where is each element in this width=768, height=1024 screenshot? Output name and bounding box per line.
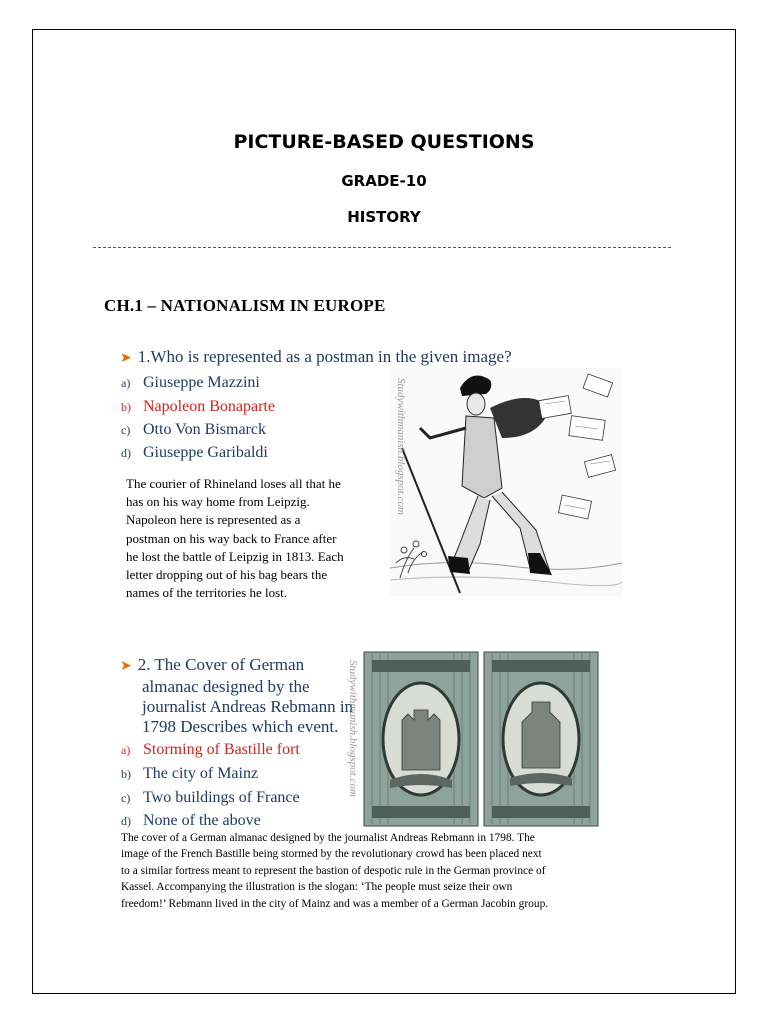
watermark-1: Studywithmanish.blogspot.com	[395, 378, 407, 515]
q1-option-b-correct: b) Napoleon Bonaparte	[121, 398, 275, 415]
q1-option-c: c) Otto Von Bismarck	[121, 421, 266, 438]
q2-option-c: c) Two buildings of France	[121, 789, 300, 806]
q1-option-d: d) Giuseppe Garibaldi	[121, 444, 268, 461]
chapter-heading: CH.1 – NATIONALISM IN EUROPE	[104, 296, 386, 315]
q2-option-d: d) None of the above	[121, 812, 261, 829]
arrow-bullet-icon: ➤	[120, 351, 132, 366]
question-1-text: 1.Who is represented as a postman in the given image?	[137, 347, 512, 366]
almanac-covers-illustration	[362, 650, 602, 828]
dashed-divider	[93, 247, 671, 248]
q1-option-a: a) Giuseppe Mazzini	[121, 374, 260, 391]
q1-explanation: The courier of Rhineland loses all that he has on his way home from Leipzig. Napoleon here is represented as a postman on his way back to France after he lost the battle of Leipzig in 1813. Each letter dropping out of his bag bears the names of the territories he lost.	[126, 476, 344, 601]
q2-explanation: The cover of a German almanac designed by the journalist Andreas Rebmann in 1798. The image of the French Bastille being stormed by the revolutionary crowd has been placed next to a similar fortress meant to represent the bastion of despotic rule in the German province of Kassel. Accompanying the illustration is the slogan: ‘The people must seize their own freedom!’ Rebmann lived in the city of Mainz and was a member of a German Jacobin group.	[121, 832, 549, 910]
question-1	[120, 347, 512, 367]
grade-heading: GRADE-10	[341, 172, 427, 190]
page-title: PICTURE-BASED QUESTIONS	[233, 131, 535, 153]
subject-heading: HISTORY	[347, 208, 421, 226]
q2-option-b: b) The city of Mainz	[121, 765, 259, 782]
question-2: ➤ 2. The Cover of German almanac designed by the journalist Andreas Rebmann in 1798 Describes which event.	[120, 655, 354, 736]
watermark-2: Studywithmanish.blogspot.com	[347, 660, 359, 797]
napoleon-postman-illustration	[390, 368, 622, 596]
q2-option-a-correct: a) Storming of Bastille fort	[121, 741, 300, 758]
arrow-bullet-icon: ➤	[120, 659, 132, 674]
